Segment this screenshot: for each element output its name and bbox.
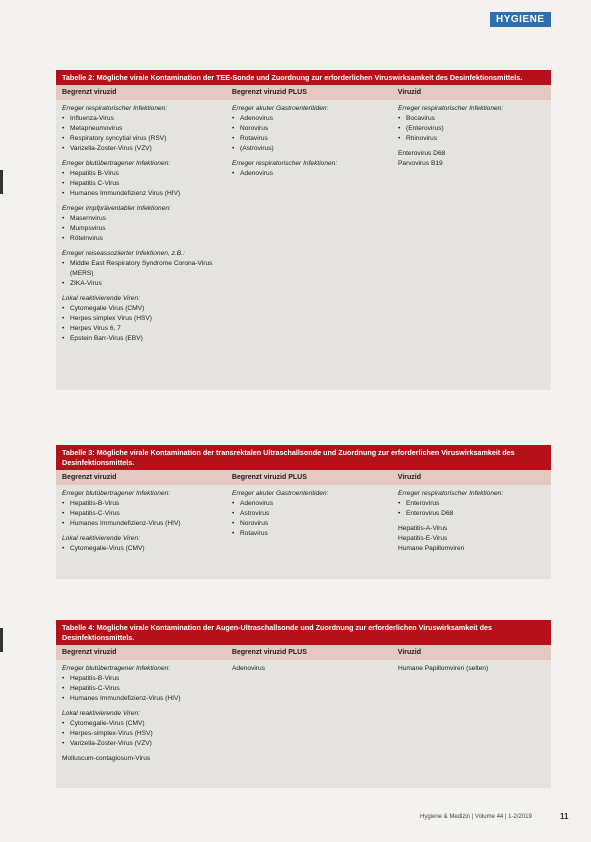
virus-item: • Middle East Respiratory Syndrome Corona-Virus (MERS) [62, 259, 220, 279]
virus-entry: Humane Papillomviren [398, 545, 465, 552]
virus-item: • Herpes-simplex-Virus (HSV) [62, 729, 220, 739]
virus-list [62, 304, 220, 344]
virus-entry: Humane Papillomviren (selten) [398, 665, 489, 672]
virus-item: • Respiratory syncytial virus (RSV) [62, 134, 220, 144]
virus-list [232, 499, 386, 539]
table-4-header [56, 645, 551, 660]
col-header-viruzid: Viruzid [397, 89, 421, 96]
virus-item: • Cytomegalie-Virus (CMV) [62, 719, 220, 729]
col-header-begrenzt-plus: Begrenzt viruzid PLUS [231, 89, 307, 96]
virus-item: • Epstein Barr-Virus (EBV) [62, 334, 220, 344]
virus-item: • Humanes Immundefizienz-Virus (HIV) [62, 694, 220, 704]
table-3-header [56, 470, 551, 485]
virus-list [62, 214, 220, 244]
virus-item: • Rotavirus [232, 529, 386, 539]
virus-item: • (Astrovirus) [232, 144, 386, 154]
virus-item: • Humanes Immundefizienz Virus (HIV) [62, 189, 220, 199]
t4-col-1 [56, 660, 226, 788]
col-header-begrenzt: Begrenzt viruzid [62, 474, 117, 481]
virus-entry: Parvovirus B19 [398, 160, 443, 167]
col-header-begrenzt: Begrenzt viruzid [62, 89, 117, 96]
table-2-body [56, 100, 551, 390]
virus-list [62, 719, 220, 749]
virus-item: • Influenza-Virus [62, 114, 220, 124]
table-2 [56, 70, 551, 390]
virus-item: • Hepatitis-B-Virus [62, 674, 220, 684]
group-heading: Erreger respiratorischer Infektionen: [62, 105, 168, 112]
virus-item: • Varizella-Zoster-Virus (VZV) [62, 144, 220, 154]
page-number: 11 [560, 812, 569, 821]
table-3-title: Tabelle 3: Mögliche virale Kontamination der transrektalen Ultraschallsonde und Zuordnung zur erforderlichen Viruswirksamkeit des Desinfektionsmittels. [56, 445, 551, 470]
virus-item: • Hepatitis-C-Virus [62, 684, 220, 694]
group-heading: Erreger reiseassoziierter Infektionen, z.B.: [62, 250, 185, 257]
table-2-title: Tabelle 2: Mögliche virale Kontamination der TEE-Sonde und Zuordnung zur erforderlichen Viruswirksamkeit des Desinfektionsmittels. [56, 70, 551, 85]
group-heading: Erreger blutübertragener Infektionen: [62, 665, 171, 672]
col-header-viruzid: Viruzid [397, 649, 421, 656]
table-4-title: Tabelle 4: Mögliche virale Kontamination der Augen-Ultraschallsonde und Zuordnung zur erforderlichen Viruswirksamkeit des Desinfektionsmittels. [56, 620, 551, 645]
virus-item: • Varizella-Zoster-Virus (VZV) [62, 739, 220, 749]
group-heading: Erreger blutübertragener Infektionen: [62, 490, 171, 497]
group-heading: Erreger akuter Gastroenteritiden: [232, 490, 329, 497]
virus-item: • ZIKA-Virus [62, 279, 220, 289]
virus-item: • Hepatitis B-Virus [62, 169, 220, 179]
virus-entry: Hepatitis-E-Virus [398, 535, 448, 542]
margin-mark [0, 628, 3, 652]
virus-list [62, 544, 220, 554]
t2-col-3 [392, 100, 551, 390]
col-header-begrenzt-plus: Begrenzt viruzid PLUS [231, 649, 307, 656]
virus-list [62, 169, 220, 199]
virus-item: • Humanes Immundefizienz-Virus (HIV) [62, 519, 220, 529]
group-heading: Lokal reaktivierende Viren: [62, 535, 140, 542]
virus-entry: Adenovirus [232, 665, 265, 672]
virus-item: • Hepatitis-C-Virus [62, 509, 220, 519]
virus-item: • Mumpsvirus [62, 224, 220, 234]
col-header-viruzid: Viruzid [397, 474, 421, 481]
virus-item: • Hepatitis C-Virus [62, 179, 220, 189]
virus-list [62, 499, 220, 529]
col-header-begrenzt-plus: Begrenzt viruzid PLUS [231, 474, 307, 481]
virus-item: • Cytomegalie-Virus (CMV) [62, 544, 220, 554]
table-4-body [56, 660, 551, 788]
section-tag: HYGIENE [490, 12, 551, 27]
virus-item: • Adenovirus [232, 499, 386, 509]
group-heading: Lokal reaktivierende Viren: [62, 295, 140, 302]
virus-item: • Adenovirus [232, 114, 386, 124]
table-3-body [56, 485, 551, 579]
virus-entry: Molluscum-contagiosum-Virus [62, 755, 151, 762]
col-header-begrenzt: Begrenzt viruzid [62, 649, 117, 656]
group-heading: Erreger akuter Gastroenteritiden: [232, 105, 329, 112]
virus-item: • Enterovirus [398, 499, 545, 509]
virus-item: • Hepatitis-B-Virus [62, 499, 220, 509]
group-heading: Erreger impfpräventabler Infektionen: [62, 205, 171, 212]
virus-item: • Metapneumovirus [62, 124, 220, 134]
virus-item: • Herpes Virus 6, 7 [62, 324, 220, 334]
t3-col-1 [56, 485, 226, 579]
virus-item: • Bocavirus [398, 114, 545, 124]
group-heading: Erreger respiratorischer Infektionen: [398, 490, 504, 497]
group-heading: Erreger blutübertragener Infektionen: [62, 160, 171, 167]
t2-col-1 [56, 100, 226, 390]
virus-entry: Enterovirus D68 [398, 150, 446, 157]
virus-list [62, 674, 220, 704]
virus-item: • (Enterovirus) [398, 124, 545, 134]
virus-item: • Norovirus [232, 519, 386, 529]
t4-col-2 [226, 660, 392, 788]
virus-item: • Enterovirus D68 [398, 509, 545, 519]
virus-item: • Herpes simplex Virus (HSV) [62, 314, 220, 324]
virus-list [398, 499, 545, 519]
table-3 [56, 445, 551, 579]
table-2-header [56, 85, 551, 100]
t2-col-2 [226, 100, 392, 390]
virus-entry: Hepatitis-A-Virus [398, 525, 448, 532]
group-heading: Erreger respiratorischer Infektionen: [398, 105, 504, 112]
virus-item: • Masernvirus [62, 214, 220, 224]
t3-col-2 [226, 485, 392, 579]
virus-list [232, 114, 386, 154]
group-heading: Lokal reaktivierende Viren: [62, 710, 140, 717]
virus-item: • Rötelnvirus [62, 234, 220, 244]
virus-list [62, 114, 220, 154]
t4-col-3 [392, 660, 551, 788]
virus-list [62, 259, 220, 289]
footer-journal: Hygiene & Medizin | Volume 44 | 1-2/2019 [420, 814, 532, 820]
virus-list [232, 169, 386, 179]
virus-item: • Rotavirus [232, 134, 386, 144]
virus-item: • Adenovirus [232, 169, 386, 179]
table-4 [56, 620, 551, 788]
virus-item: • Norovirus [232, 124, 386, 134]
virus-item: • Astrovirus [232, 509, 386, 519]
margin-mark [0, 170, 3, 194]
virus-item: • Rhinovirus [398, 134, 545, 144]
group-heading: Erreger respiratorischer Infektionen: [232, 160, 338, 167]
virus-item: • Cytomegalie Virus (CMV) [62, 304, 220, 314]
t3-col-3 [392, 485, 551, 579]
virus-list [398, 114, 545, 144]
